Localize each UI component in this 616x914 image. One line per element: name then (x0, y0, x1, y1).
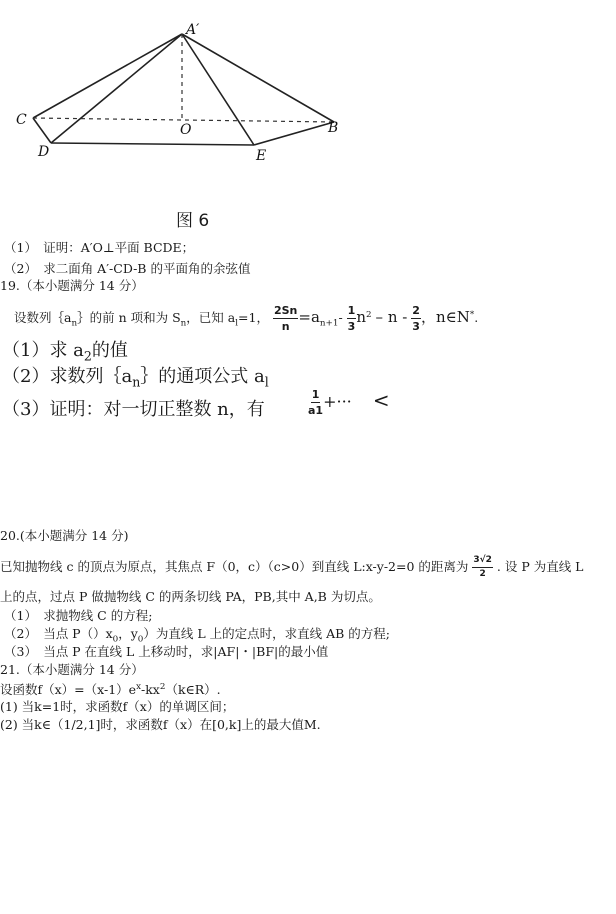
label-B: B (328, 120, 339, 136)
label-A: A′ (186, 22, 200, 38)
q19-stem: 设数列$\{a_n\}$的前 n 项和为 $S_n$，已知 $a_l=1$， $\frac{2Sn}{n}$ $=a_{n+1}-$ $\frac{1}{3}$ $n^2$ – n - $\frac{2}{3}$ ，n∈N*. (14, 304, 479, 334)
fraction-3root2-over-2: $\frac{3√2}{2}$ (473, 555, 492, 579)
q19-part2: （2）求数列$\{a_n\}$的通项公式 $a_l$ (2, 366, 269, 390)
label-C: C (16, 112, 27, 128)
figure-caption: 图 6 (176, 211, 210, 231)
q20-line1: 已知抛物线 c 的顶点为原点，其焦点 F（0，c）（c>0）到直线 L:x-y-2=0 的距离为 $\frac{3√2}{2}$ . 设 P 为直线 L (0, 555, 584, 579)
q18-part1: （1） 证明：A′O⊥平面 BCDE； (4, 240, 195, 255)
pyramid-figure (0, 0, 616, 232)
q20-heading: 20.(本小题满分 14 分) (0, 528, 129, 543)
fraction-2sn-over-n: $\frac{2Sn}{n}$ (273, 304, 298, 334)
hidden-edges (33, 34, 334, 122)
q21-heading: 21.（本小题满分 14 分） (0, 662, 144, 677)
q20-line2: 上的点，过点 P 做抛物线 C 的两条切线 PA，PB,其中 A,B 为切点。 (0, 589, 381, 604)
q21-part2: (2) 当k∈（1/2,1]时，求函数f（x）在[0,k]上的最大值M. (0, 717, 321, 732)
q20-part2: （2） 当点 $P()x_0$，$y_0$）为直线 L 上的定点时，求直线 AB 的方程; (4, 626, 390, 645)
q19-part3-expression: $\frac{1}{a1}$ +··· < (308, 388, 390, 417)
q19-part3: （3）证明：对一切正整数 n，有 (2, 399, 265, 420)
q20-part1: （1） 求抛物线 C 的方程; (4, 608, 153, 623)
fraction-one-over-a1: $\frac{1}{a1}$ (308, 388, 324, 417)
label-E: E (256, 148, 267, 164)
fraction-two-thirds: $\frac{2}{3}$ (412, 304, 420, 334)
q19-part1: （1）求 $a_2$的值 (2, 340, 128, 364)
q21-part1: (1) 当k=1时，求函数f（x）的单调区间； (0, 699, 235, 714)
fraction-one-third: $\frac{1}{3}$ (347, 304, 356, 334)
q21-stem: 设函数$f(x)=(x-1)e^x-kx^2(k\in R)$. (0, 681, 221, 697)
label-D: D (38, 144, 50, 160)
q20-part3: （3） 当点 P 在直线 L 上移动时，求|AF|・|BF|的最小值 (4, 644, 329, 659)
q19-heading: 19.（本小题满分 14 分） (0, 278, 144, 293)
label-O: O (180, 122, 192, 138)
q18-part2: （2） 求二面角 A′-CD-B 的平面角的余弦值 (4, 261, 251, 276)
